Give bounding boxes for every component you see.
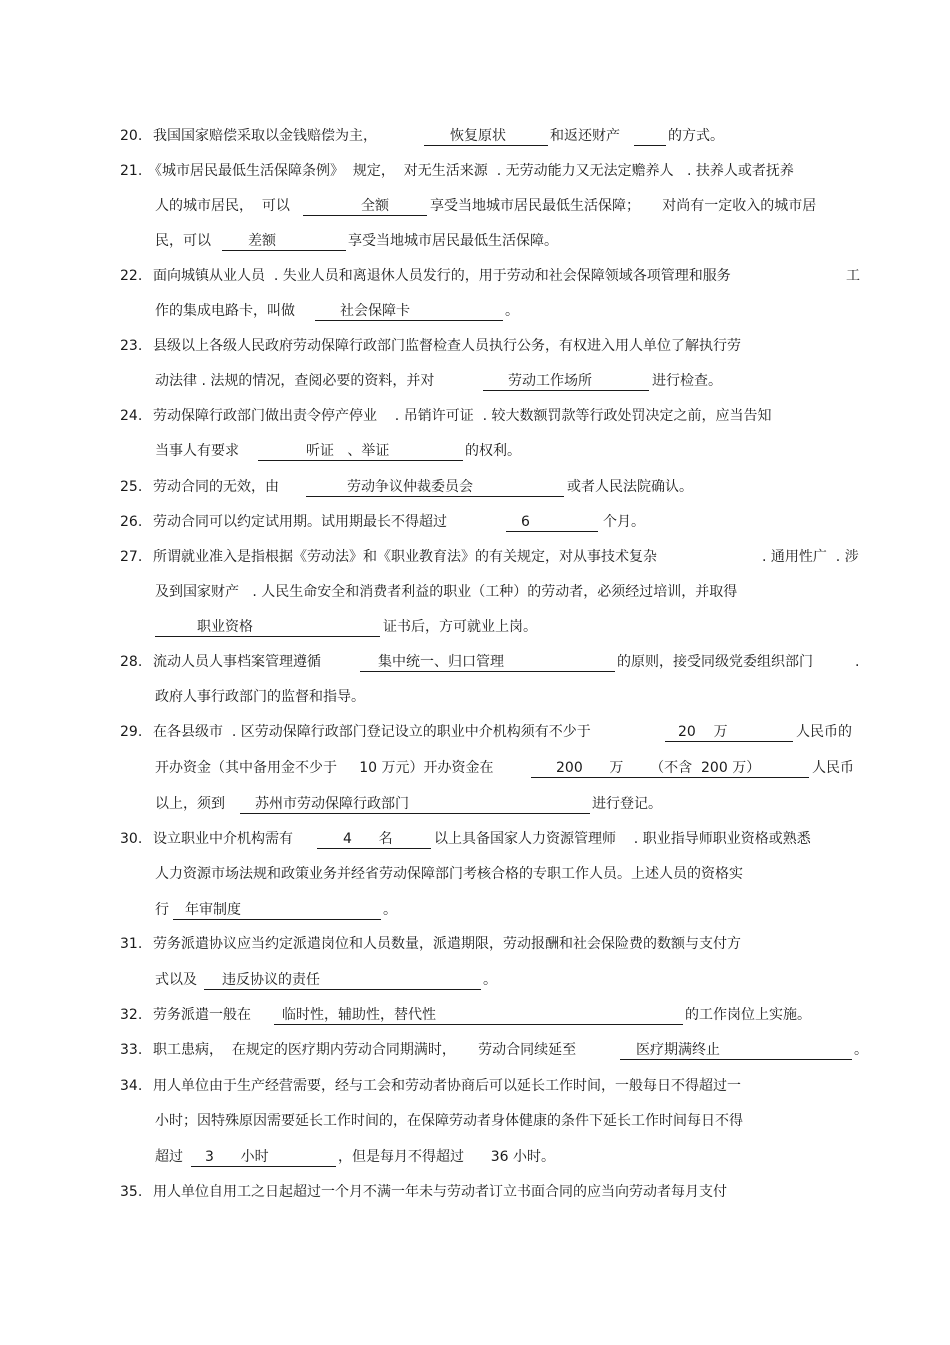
item-text: . 通用性广 . 涉 — [762, 549, 859, 565]
answer-blank: 医疗期满终止 — [620, 1040, 852, 1060]
item-text: 当事人有要求 — [155, 443, 239, 459]
item-text: 面向城镇从业人员 . 失业人员和离退休人员发行的，用于劳动和社会保障领域各项管理和服务 — [153, 268, 731, 284]
item-number: 27. — [120, 549, 143, 565]
item-number: 28. — [120, 654, 143, 670]
answer-blank: 苏州市劳动保障行政部门 — [240, 794, 590, 814]
item-text: 的权利。 — [465, 443, 521, 459]
item-text: 用人单位由于生产经营需要，经与工会和劳动者协商后可以延长工作时间，一般每日不得超过一 — [153, 1078, 741, 1094]
item-text: 人的城市居民， 可以 — [155, 198, 290, 214]
item-text: 劳动合同的无效，由 — [153, 479, 279, 495]
item-text: ，但是每月不得超过 36 小时。 — [338, 1149, 555, 1165]
item-text: 动法律 . 法规的情况，查阅必要的资料，并对 — [155, 373, 435, 389]
item-text: 设立职业中介机构需有 — [153, 831, 293, 847]
answer-blank: 恢复原状 — [424, 126, 548, 146]
answer-blank: 6 — [506, 512, 598, 532]
item-text: 《城市居民最低生活保障条例》 规定， 对无生活来源 . 无劳动能力又无法定赡养人 . 扶养人或者抚养 — [148, 163, 794, 179]
item-text: 作的集成电路卡，叫做 — [155, 303, 295, 319]
item-text: 行 — [155, 902, 169, 918]
item-text: 人民币 — [812, 760, 854, 776]
item-number: 20. — [120, 128, 143, 144]
answer-blank: 劳动争议仲裁委员会 — [306, 477, 564, 497]
item-text: 享受当地城市居民最低生活保障。 — [348, 233, 558, 249]
item-text: 流动人员人事档案管理遵循 — [153, 654, 321, 670]
item-text: . — [855, 654, 860, 670]
item-text: 以上，须到 — [155, 796, 225, 812]
item-text: 人民币的 — [796, 724, 852, 740]
item-text: 劳务派遣一般在 — [153, 1007, 251, 1023]
item-text: 进行登记。 — [592, 796, 662, 812]
answer-blank: 年审制度 — [173, 900, 381, 920]
answer-blank: 4 名 — [317, 829, 431, 849]
item-number: 26. — [120, 514, 143, 530]
item-text: 所谓就业准入是指根据《劳动法》和《职业教育法》的有关规定，对从事技术复杂 — [153, 549, 657, 565]
item-text: 职工患病， 在规定的医疗期内劳动合同期满时， 劳动合同续延至 — [153, 1042, 577, 1058]
item-number: 23. — [120, 338, 143, 354]
item-text: 。 — [505, 303, 519, 319]
item-number: 21. — [120, 163, 143, 179]
item-text: 的工作岗位上实施。 — [685, 1007, 811, 1023]
item-text: 。 — [854, 1042, 868, 1058]
item-text: 劳动保障行政部门做出责令停产停业 . 吊销许可证 . 较大数额罚款等行政处罚决定之前，应当告知 — [153, 408, 772, 424]
answer-blank: 集中统一、归口管理 — [360, 652, 615, 672]
item-text: 工 — [846, 268, 860, 284]
item-number: 34. — [120, 1078, 143, 1094]
answer-blank: 临时性，辅助性，替代性 — [274, 1005, 683, 1025]
item-text: 的原则，接受同级党委组织部门 — [617, 654, 813, 670]
item-text: 劳务派遣协议应当约定派遣岗位和人员数量，派遣期限，劳动报酬和社会保险费的数额与支付方 — [153, 936, 741, 952]
answer-blank: 20 万 — [665, 722, 793, 742]
item-number: 29. — [120, 724, 143, 740]
item-number: 31. — [120, 936, 143, 952]
answer-blank: 差额 — [222, 231, 346, 251]
item-text: 和返还财产 — [550, 128, 620, 144]
item-text: 小时；因特殊原因需要延长工作时间的，在保障劳动者身体健康的条件下延长工作时间每日不得 — [155, 1113, 743, 1129]
item-number: 22. — [120, 268, 143, 284]
item-text: 我国国家赔偿采取以金钱赔偿为主， — [153, 128, 377, 144]
item-text: 式以及 — [155, 972, 197, 988]
item-text: 在各县级市 . 区劳动保障行政部门登记设立的职业中介机构须有不少于 — [153, 724, 591, 740]
item-text: 。 — [483, 972, 497, 988]
item-text: 用人单位自用工之日起超过一个月不满一年未与劳动者订立书面合同的应当向劳动者每月支付 — [153, 1184, 727, 1200]
item-text: 超过 — [155, 1149, 183, 1165]
item-text: 县级以上各级人民政府劳动保障行政部门监督检查人员执行公务，有权进入用人单位了解执行劳 — [153, 338, 741, 354]
item-text: 的方式。 — [668, 128, 724, 144]
item-text: 民，可以 — [155, 233, 211, 249]
answer-blank: 听证 、举证 — [258, 441, 463, 461]
item-text: 进行检查。 — [652, 373, 722, 389]
item-text: 及到国家财产 . 人民生命安全和消费者利益的职业（工种）的劳动者，必须经过培训，并取得 — [155, 584, 738, 600]
answer-blank: 全额 — [303, 196, 427, 216]
answer-blank: 违反协议的责任 — [204, 970, 481, 990]
answer-blank: 社会保障卡 — [315, 301, 503, 321]
answer-blank — [634, 126, 666, 146]
item-number: 25. — [120, 479, 143, 495]
item-number: 32. — [120, 1007, 143, 1023]
item-text: 个月。 — [603, 514, 645, 530]
answer-blank: 职业资格 — [155, 617, 380, 637]
item-number: 33. — [120, 1042, 143, 1058]
item-number: 35. — [120, 1184, 143, 1200]
answer-blank: 200 万 （不含 200 万） — [531, 758, 809, 778]
answer-blank: 劳动工作场所 — [483, 371, 649, 391]
item-text: 。 — [383, 902, 397, 918]
item-text: 政府人事行政部门的监督和指导。 — [155, 689, 365, 705]
item-number: 30. — [120, 831, 143, 847]
item-text: 开办资金（其中备用金不少于 10 万元）开办资金在 — [155, 760, 494, 776]
item-number: 24. — [120, 408, 143, 424]
item-text: 人力资源市场法规和政策业务并经省劳动保障部门考核合格的专职工作人员。上述人员的资格实 — [155, 866, 743, 882]
item-text: 享受当地城市居民最低生活保障； 对尚有一定收入的城市居 — [430, 198, 817, 214]
item-text: 劳动合同可以约定试用期。试用期最长不得超过 — [153, 514, 447, 530]
item-text: 证书后，方可就业上岗。 — [383, 619, 537, 635]
answer-blank: 3 小时 — [191, 1147, 336, 1167]
item-text: 以上具备国家人力资源管理师 . 职业指导师职业资格或熟悉 — [434, 831, 811, 847]
item-text: 或者人民法院确认。 — [567, 479, 693, 495]
